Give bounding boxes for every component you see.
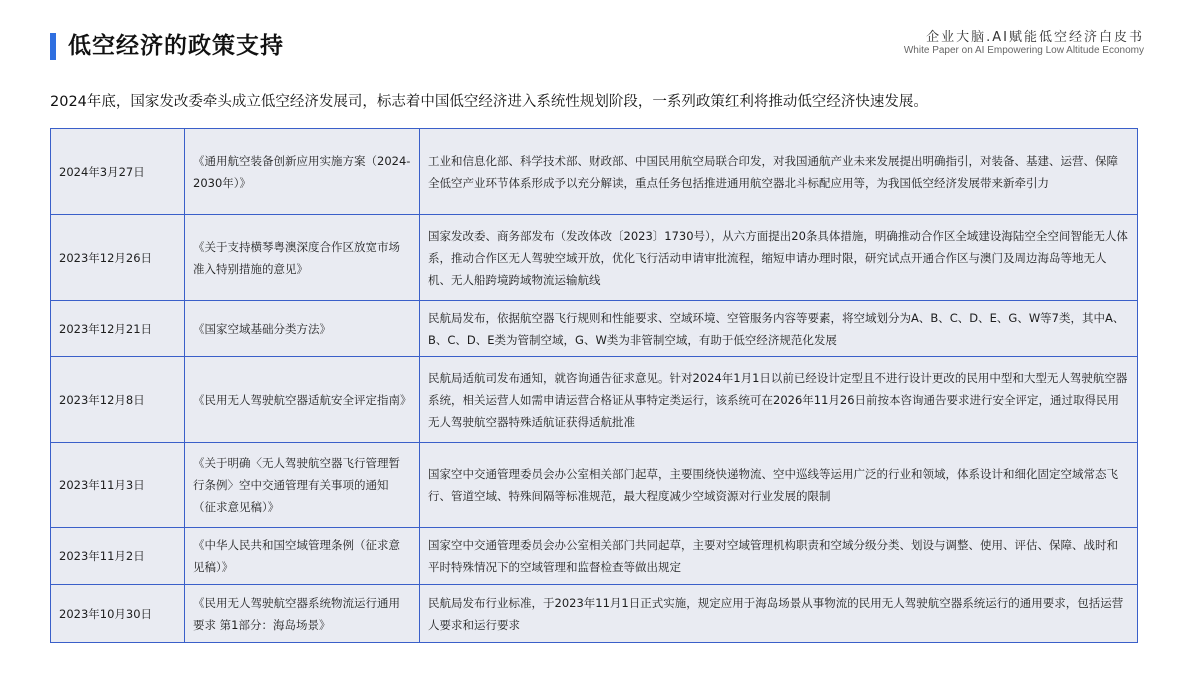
table-row bbox=[51, 443, 1138, 528]
table-row bbox=[51, 301, 1138, 357]
policy-document: 《关于支持横琴粤澳深度合作区放宽市场准入特别措施的意见》 bbox=[185, 215, 420, 301]
table-row bbox=[51, 215, 1138, 301]
policy-description: 国家发改委、商务部发布（发改体改〔2023〕1730号），从六方面提出20条具体措施，明确推动合作区全域建设海陆空全空间智能无人体系，推动合作区无人驾驶空域开放，优化飞行活动申请审批流程，缩短申请办理时限，研究试点开通合作区与澳门及周边海岛等地无人机、无人船跨境跨域物流运输航线 bbox=[420, 215, 1138, 301]
policy-description: 民航局发布行业标准，于2023年11月1日正式实施，规定应用于海岛场景从事物流的民用无人驾驶航空器系统运行的通用要求，包括运营人要求和运行要求 bbox=[420, 585, 1138, 643]
policy-date: 2023年12月21日 bbox=[51, 301, 185, 357]
policy-date: 2023年10月30日 bbox=[51, 585, 185, 643]
policy-document: 《关于明确〈无人驾驶航空器飞行管理暂行条例〉空中交通管理有关事项的通知（征求意见稿）》 bbox=[185, 443, 420, 528]
table-row bbox=[51, 129, 1138, 215]
page-title: 低空经济的政策支持 bbox=[68, 33, 284, 59]
intro-text: 2024年底，国家发改委牵头成立低空经济发展司，标志着中国低空经济进入系统性规划阶段，一系列政策红利将推动低空经济快速发展。 bbox=[50, 94, 928, 110]
brand-title-cn: 企业大脑.AI赋能低空经济白皮书 bbox=[926, 30, 1144, 45]
policy-date: 2023年12月8日 bbox=[51, 357, 185, 443]
table-row bbox=[51, 357, 1138, 443]
policy-table bbox=[50, 128, 1138, 643]
policy-date: 2023年11月2日 bbox=[51, 528, 185, 585]
table-row bbox=[51, 528, 1138, 585]
policy-document: 《民用无人驾驶航空器系统物流运行通用要求 第1部分：海岛场景》 bbox=[185, 585, 420, 643]
brand-title-en: White Paper on AI Empowering Low Altitude Economy bbox=[903, 45, 1144, 56]
policy-description: 国家空中交通管理委员会办公室相关部门共同起草，主要对空域管理机构职责和空域分级分类、划设与调整、使用、评估、保障、战时和平时特殊情况下的空域管理和监督检查等做出规定 bbox=[420, 528, 1138, 585]
policy-document: 《中华人民共和国空域管理条例（征求意见稿）》 bbox=[185, 528, 420, 585]
policy-description: 民航局适航司发布通知，就咨询通告征求意见。针对2024年1月1日以前已经设计定型且不进行设计更改的民用中型和大型无人驾驶航空器系统，相关运营人如需申请运营合格证从事特定类运行，该系统可在2026年11月26日前按本咨询通告要求进行安全评定，通过取得民用无人驾驶航空器特殊适航证获得适航批准 bbox=[420, 357, 1138, 443]
title-accent-bar bbox=[50, 33, 56, 60]
policy-document: 《通用航空装备创新应用实施方案（2024-2030年）》 bbox=[185, 129, 420, 215]
policy-date: 2023年11月3日 bbox=[51, 443, 185, 528]
policy-description: 国家空中交通管理委员会办公室相关部门起草，主要围绕快递物流、空中巡线等运用广泛的行业和领域，体系设计和细化固定空域常态飞行、管道空域、特殊间隔等标准规范，最大程度减少空域资源对行业发展的限制 bbox=[420, 443, 1138, 528]
policy-document: 《国家空域基础分类方法》 bbox=[185, 301, 420, 357]
policy-document: 《民用无人驾驶航空器适航安全评定指南》 bbox=[185, 357, 420, 443]
policy-date: 2024年3月27日 bbox=[51, 129, 185, 215]
policy-date: 2023年12月26日 bbox=[51, 215, 185, 301]
policy-description: 工业和信息化部、科学技术部、财政部、中国民用航空局联合印发，对我国通航产业未来发展提出明确指引，对装备、基建、运营、保障全低空产业环节体系形成予以充分解读，重点任务包括推进通用航空器北斗标配应用等，为我国低空经济发展带来新牵引力 bbox=[420, 129, 1138, 215]
policy-description: 民航局发布，依据航空器飞行规则和性能要求、空域环境、空管服务内容等要素，将空域划分为A、B、C、D、E、G、W等7类，其中A、B、C、D、E类为管制空域，G、W类为非管制空域，有助于低空经济规范化发展 bbox=[420, 301, 1138, 357]
table-row bbox=[51, 585, 1138, 643]
